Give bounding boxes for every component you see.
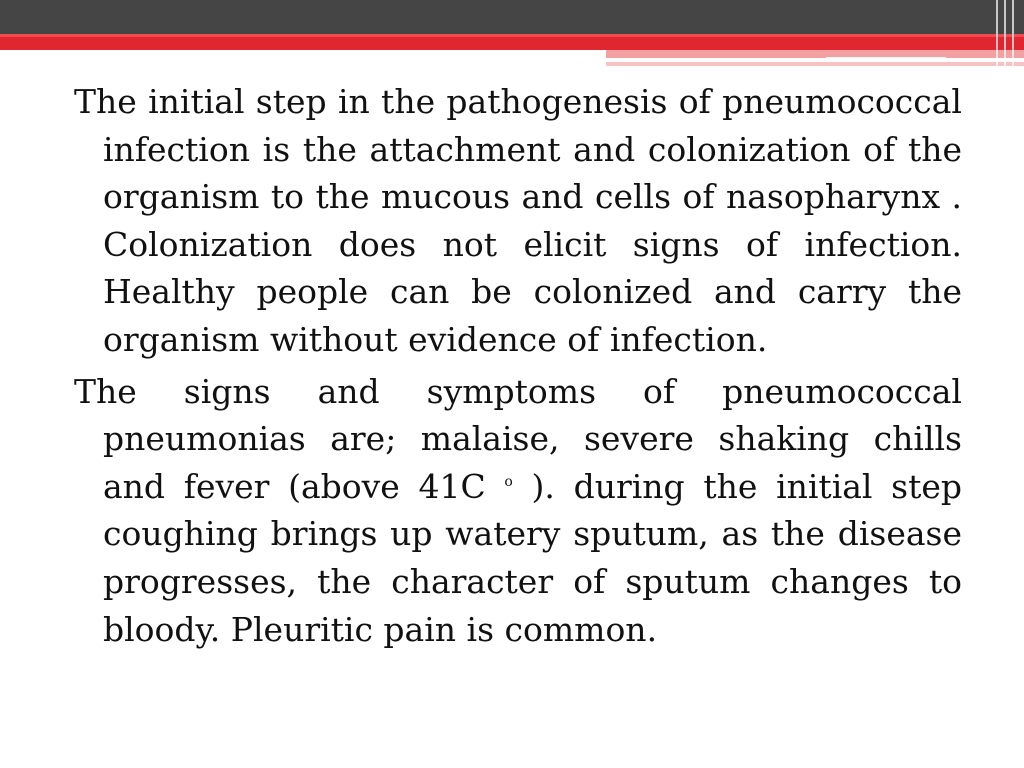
paragraph-text-end: ). during the initial step coughing brings up watery sputum, as the disease progresses, the character of sputum changes to bloody. Pleuritic pain is common. <box>103 466 963 649</box>
header-red-highlight <box>0 34 1024 37</box>
header-pink-band <box>606 50 1024 58</box>
header-edge-strip <box>996 0 998 66</box>
header-dark-band <box>0 0 1024 34</box>
paragraph-signs-symptoms <box>74 368 962 654</box>
degree-superscript: o <box>504 473 513 490</box>
paragraph-pathogenesis: The initial step in the pathogenesis of pneumococcal infection is the attachment and colonization of the organism to the mucous and cells of nasopharynx . Colonization does not elicit signs of infection. Healthy people can be colonized and carry the organism without evidence of infection. <box>74 82 962 359</box>
header-pink-line <box>606 62 1024 66</box>
slide-body <box>74 78 962 657</box>
header-edge-strip <box>1012 0 1014 66</box>
header-white-line <box>826 57 946 59</box>
header-edge-strip <box>1004 0 1006 66</box>
paragraph-text-start: The signs and symptoms of pneumococcal pneumonias are; malaise, severe shaking chills and fever (above 41C <box>74 371 962 506</box>
